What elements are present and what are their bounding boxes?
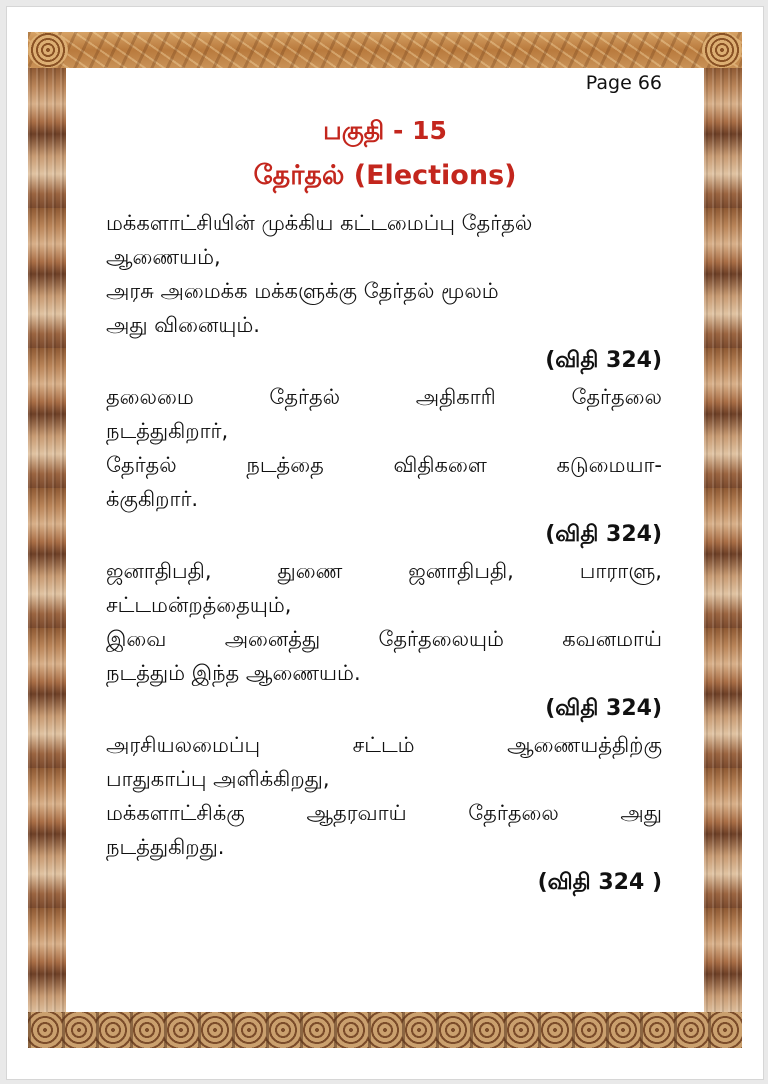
verse-line: க்குகிறார். (106, 487, 199, 511)
part-title: பகுதி - 15 (323, 116, 447, 145)
article-reference: (விதி 324) (545, 696, 662, 721)
poem-body (106, 206, 662, 902)
page-content (66, 68, 704, 1012)
verse-line: இவை அனைத்து தேர்தலையும் கவனமாய் (106, 627, 662, 651)
stanza (106, 554, 662, 728)
verse-line: அரசியலமைப்பு சட்டம் ஆணையத்திற்கு (106, 733, 662, 757)
verse-line: நடத்துகிறார், (106, 419, 229, 443)
swirl-ornament-icon (702, 32, 742, 68)
stanza (106, 380, 662, 554)
verse-line: ஆணையம், (106, 245, 221, 269)
decorative-pillar-left (28, 68, 66, 1012)
article-reference: (விதி 324) (545, 522, 662, 547)
decorative-pillar-right (704, 68, 742, 1012)
verse-line: நடத்துகிறது. (106, 835, 225, 859)
verse-line: சட்டமன்றத்தையும், (106, 593, 292, 617)
verse-line: மக்களாட்சிக்கு ஆதரவாய் தேர்தலை அது (106, 801, 662, 825)
verse-line: பாதுகாப்பு அளிக்கிறது, (106, 767, 330, 791)
page-number: Page 66 (585, 72, 662, 94)
verse-line: நடத்தும் இந்த ஆணையம். (106, 661, 361, 685)
stanza (106, 728, 662, 902)
decorative-frame-bottom (28, 1012, 742, 1048)
verse-line: தேர்தல் நடத்தை விதிகளை கடுமையா- (106, 453, 662, 477)
article-reference: (விதி 324 ) (537, 870, 662, 895)
chapter-title: தேர்தல் (Elections) (253, 160, 517, 191)
stanza (106, 206, 662, 380)
decorative-frame-top (28, 32, 742, 68)
article-reference: (விதி 324) (545, 348, 662, 373)
verse-line: மக்களாட்சியின் முக்கிய கட்டமைப்பு தேர்தல் (106, 211, 533, 235)
swirl-ornament-icon (28, 32, 68, 68)
verse-line: அரசு அமைக்க மக்களுக்கு தேர்தல் மூலம் (106, 279, 499, 303)
verse-line: அது வினையும். (106, 313, 260, 337)
verse-line: தலைமை தேர்தல் அதிகாரி தேர்தலை (106, 385, 662, 409)
verse-line: ஜனாதிபதி, துணை ஜனாதிபதி, பாராளு, (106, 559, 662, 583)
